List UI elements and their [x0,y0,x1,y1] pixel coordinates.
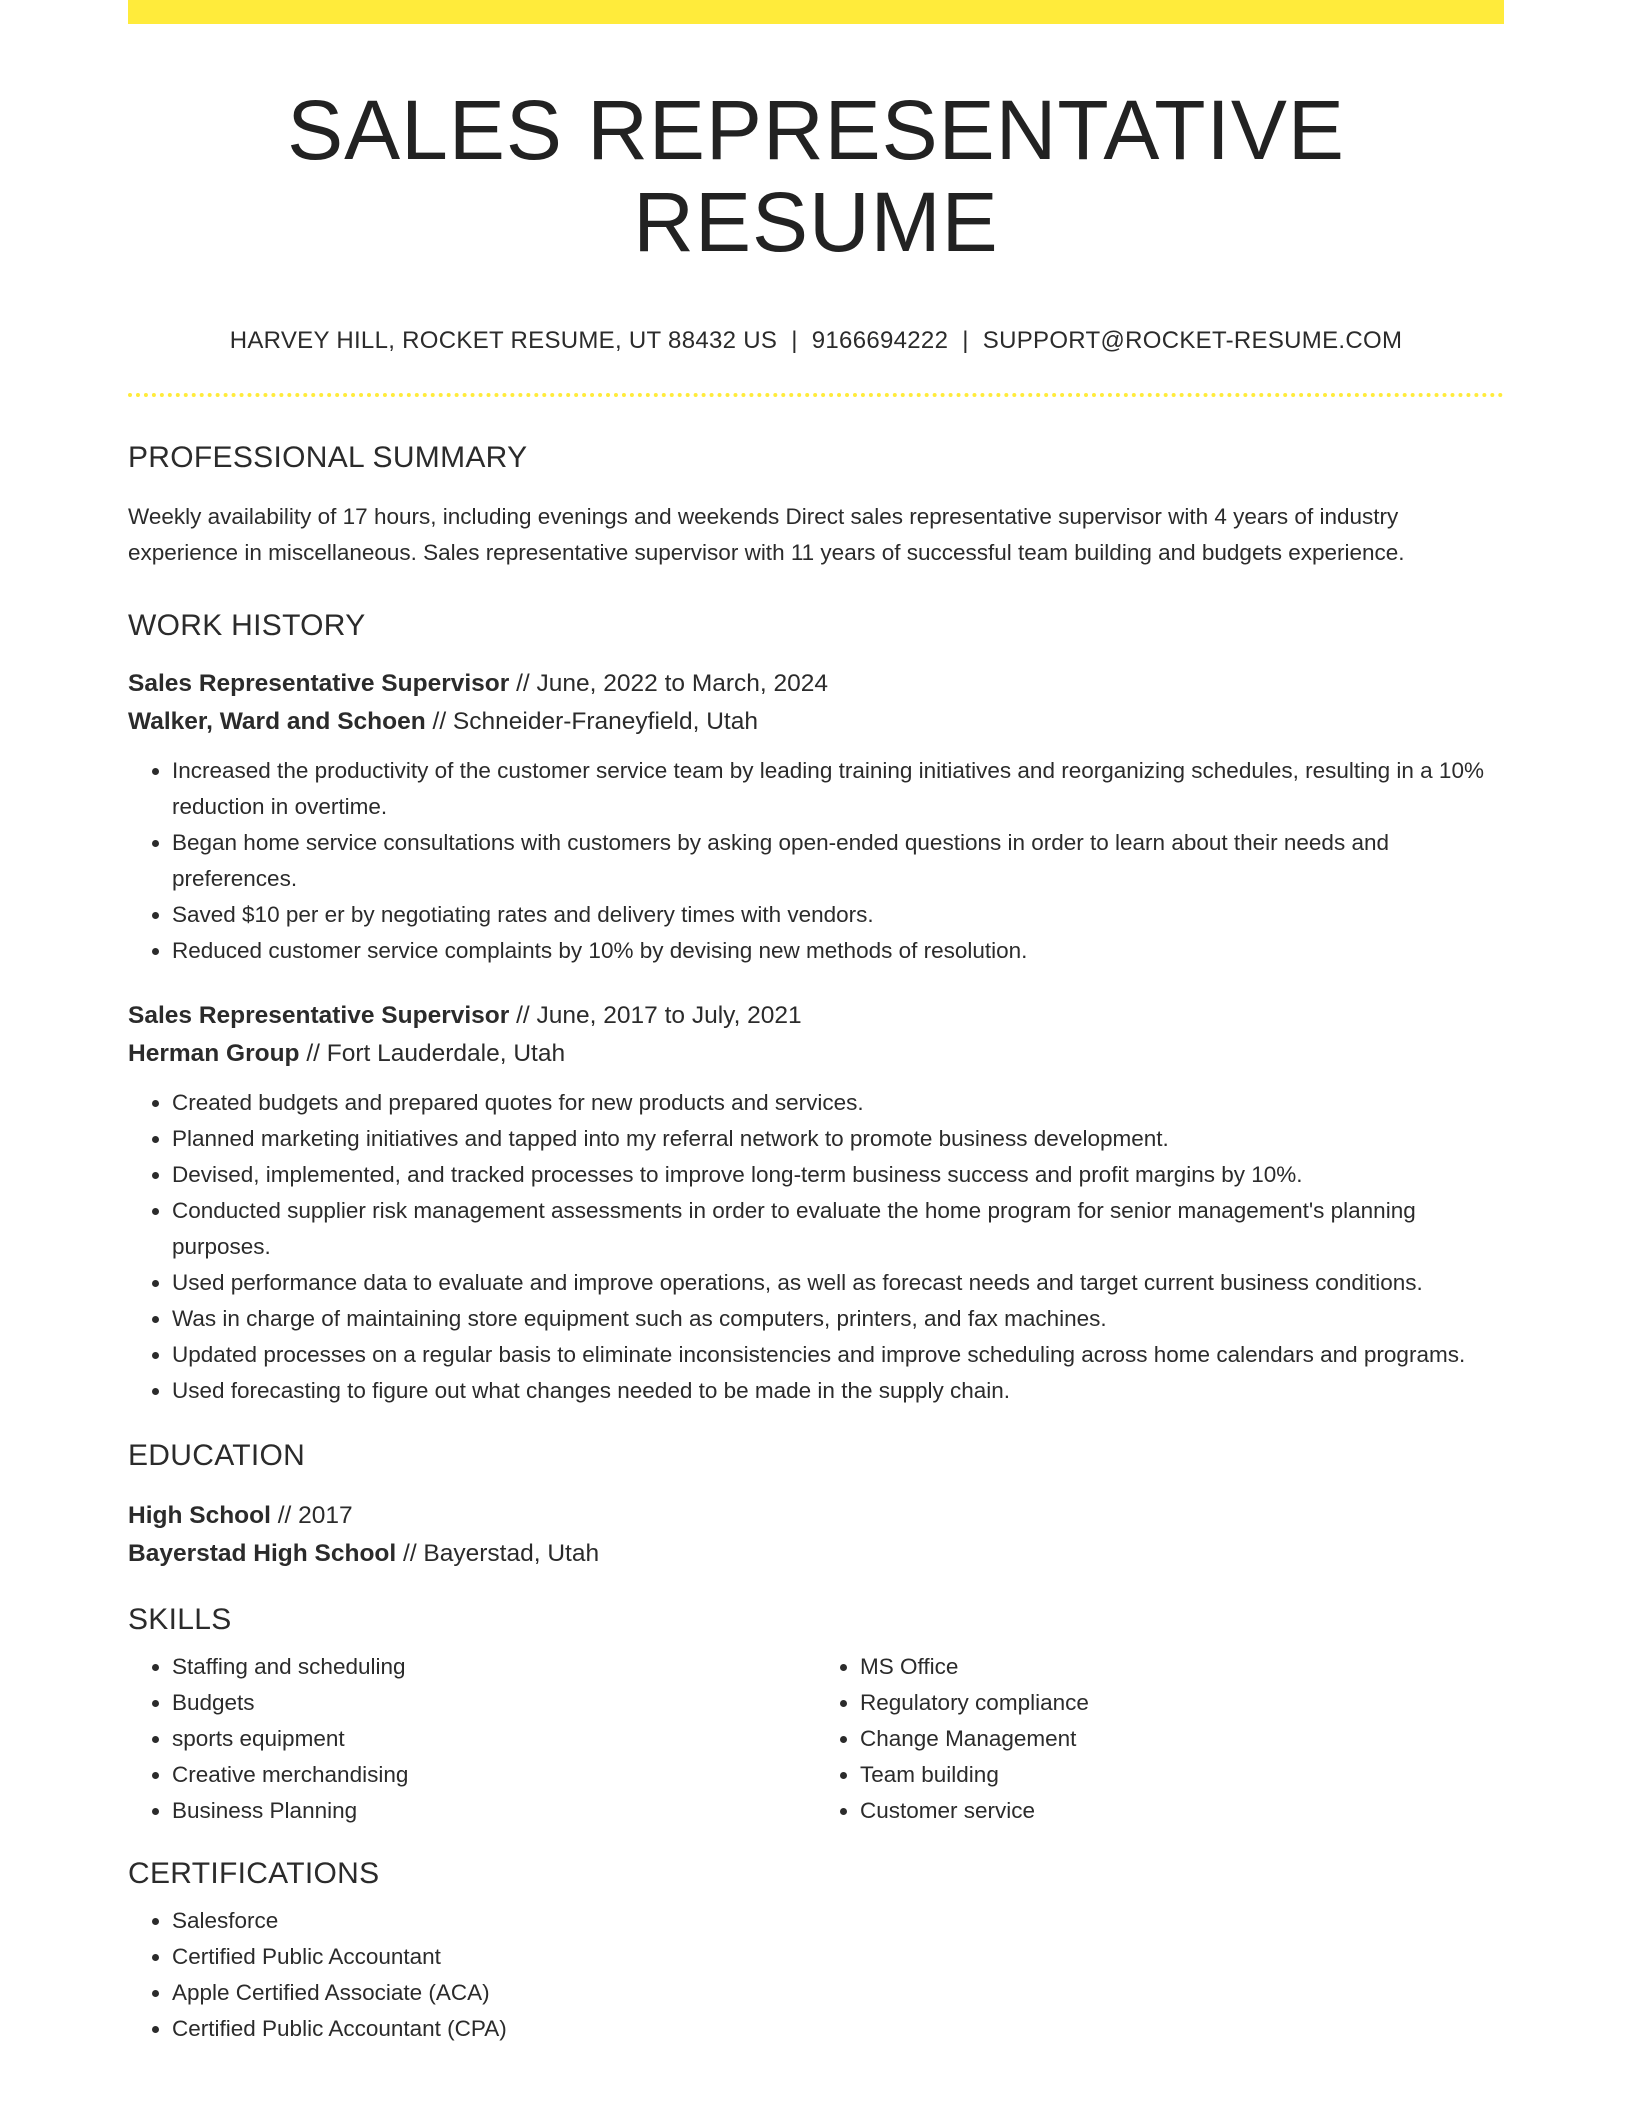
job-dates: // June, 2022 to March, 2024 [509,669,829,697]
contact-phone: 9166694222 [811,326,949,354]
contact-separator: | [962,326,969,354]
resume-page [128,0,1504,2047]
list-item: • Devised, implemented, and tracked processes to improve long-term business success and profit margins by 10%. [172,1157,1504,1193]
job-title-line [128,665,1504,703]
list-item: • Customer service [860,1793,1504,1829]
list-item: • Team building [860,1757,1504,1793]
list-item: • Creative merchandising [172,1757,816,1793]
list-item: • Updated processes on a regular basis to eliminate inconsistencies and improve scheduling across home calendars and programs. [172,1337,1504,1373]
page-title: SALES REPRESENTATIVE RESUME [287,83,1345,270]
list-item: • Saved $10 per er by negotiating rates and delivery times with vendors. [172,897,1504,933]
job-entry [128,665,1504,969]
job-dates: // June, 2017 to July, 2021 [509,1001,802,1029]
list-item: • Planned marketing initiatives and tapped into my referral network to promote business development. [172,1121,1504,1157]
list-item: • Used performance data to evaluate and improve operations, as well as forecast needs and target current business conditions. [172,1265,1504,1301]
list-item: • Apple Certified Associate (ACA) [172,1975,1504,2011]
list-item: • sports equipment [172,1721,816,1757]
list-item: • Budgets [172,1685,816,1721]
certifications-heading: CERTIFICATIONS [128,1856,380,1890]
certifications-list [128,1903,1504,2047]
list-item: • MS Office [860,1649,1504,1685]
job-entry [128,997,1504,1409]
contact-address: HARVEY HILL, ROCKET RESUME, UT 88432 US [229,326,778,354]
accent-bar [128,0,1504,24]
education-heading: EDUCATION [128,1438,306,1472]
job-title: Sales Representative Supervisor [128,669,510,697]
list-item: • Change Management [860,1721,1504,1757]
job-title: Sales Representative Supervisor [128,1001,510,1029]
work-history-heading: WORK HISTORY [128,608,366,642]
list-item: • Certified Public Accountant (CPA) [172,2011,1504,2047]
list-item: • Was in charge of maintaining store equipment such as computers, printers, and fax machines. [172,1301,1504,1337]
skills-grid [128,1649,1504,1829]
list-item: • Staffing and scheduling [172,1649,816,1685]
list-item: • Regulatory compliance [860,1685,1504,1721]
education-entry [128,1497,1504,1573]
contact-email: SUPPORT@ROCKET-RESUME.COM [982,326,1403,354]
list-item: • Began home service consultations with customers by asking open-ended questions in order to learn about their needs and preferences. [172,825,1504,897]
job-bullets [128,753,1504,969]
job-location: // Schneider-Franeyfield, Utah [425,707,758,735]
education-year: // 2017 [270,1501,353,1529]
education-degree: High School [128,1501,271,1529]
education-degree-line [128,1497,1504,1535]
skills-heading: SKILLS [128,1602,232,1636]
job-title-line [128,997,1504,1035]
list-item: • Increased the productivity of the customer service team by leading training initiatives and reorganizing schedules, resulting in a 10% reduction in overtime. [172,753,1504,825]
job-company: Herman Group [128,1039,300,1067]
education-school: Bayerstad High School [128,1539,397,1567]
list-item: • Business Planning [172,1793,816,1829]
list-item: • Conducted supplier risk management assessments in order to evaluate the home program for senior management's planning purposes. [172,1193,1504,1265]
list-item: • Used forecasting to figure out what changes needed to be made in the supply chain. [172,1373,1504,1409]
education-school-line [128,1535,1504,1573]
job-company: Walker, Ward and Schoen [128,707,426,735]
job-company-line [128,1035,1504,1073]
skills-list-right [816,1649,1504,1829]
job-location: // Fort Lauderdale, Utah [299,1039,566,1067]
dotted-divider [128,393,1504,397]
contact-separator: | [791,326,798,354]
summary-heading: PROFESSIONAL SUMMARY [128,440,528,474]
list-item: • Certified Public Accountant [172,1939,1504,1975]
job-company-line [128,703,1504,741]
skills-list-left [128,1649,816,1829]
list-item: • Created budgets and prepared quotes for new products and services. [172,1085,1504,1121]
education-location: // Bayerstad, Utah [396,1539,600,1567]
contact-line [128,327,1504,355]
list-item: • Reduced customer service complaints by 10% by devising new methods of resolution. [172,933,1504,969]
summary-text: Weekly availability of 17 hours, including evenings and weekends Direct sales representative supervisor with 4 years of industry experience in miscellaneous. Sales representative supervisor with 11 years of successful team building and budgets experience. [128,503,1405,565]
list-item: • Salesforce [172,1903,1504,1939]
job-bullets [128,1085,1504,1409]
